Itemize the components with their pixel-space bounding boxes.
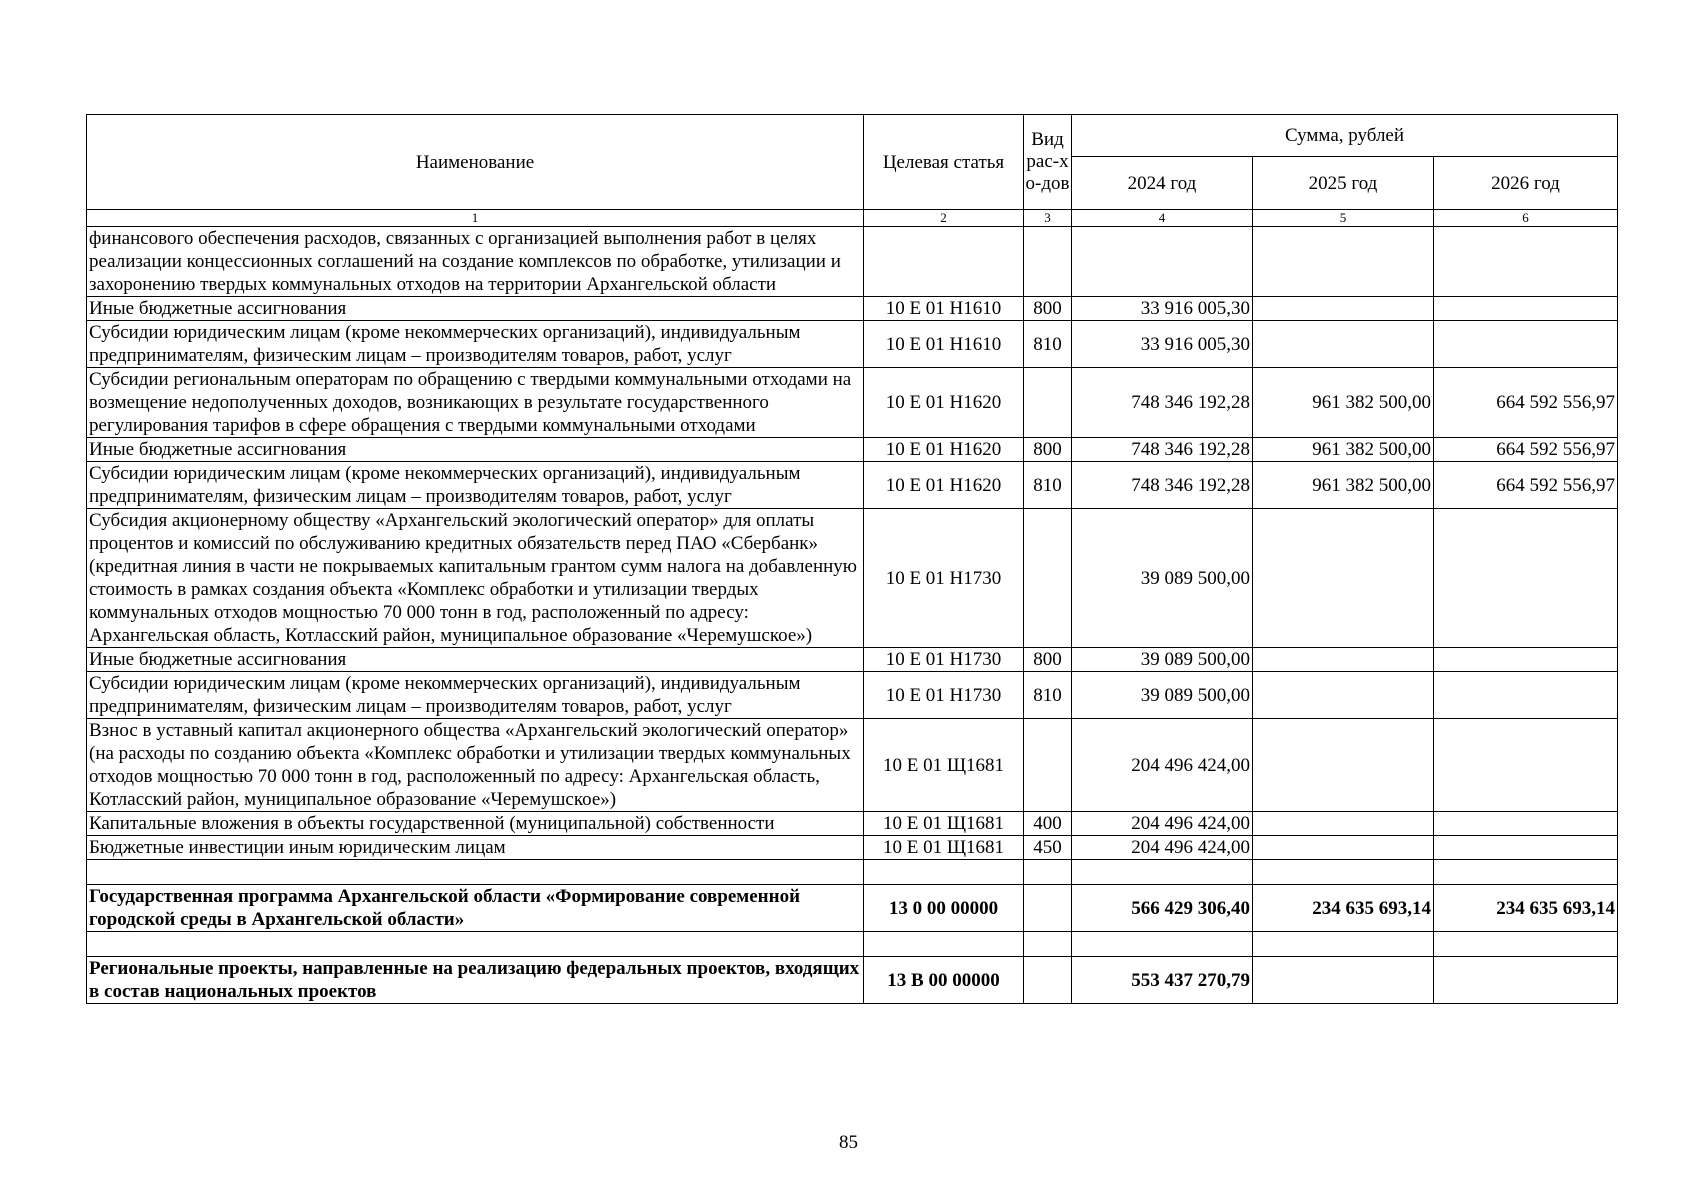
row-sum-2025 xyxy=(1253,672,1434,719)
row-sum-2024: 748 346 192,28 xyxy=(1072,462,1253,509)
table-row xyxy=(87,672,1618,719)
row-sum-2025 xyxy=(1253,957,1434,1004)
row-name: Бюджетные инвестиции иным юридическим лицам xyxy=(87,836,864,860)
row-name: Субсидии юридическим лицам (кроме некоммерческих организаций), индивидуальным предпринимателям, физическим лицам – производителям товаров, работ, услуг xyxy=(87,321,864,368)
row-expense-kind: 800 xyxy=(1024,438,1072,462)
row-target-article: 10 Е 01 Н1730 xyxy=(864,509,1024,648)
row-target-article: 10 Е 01 Н1620 xyxy=(864,368,1024,438)
column-number: 4 xyxy=(1072,210,1253,227)
table-row xyxy=(87,438,1618,462)
table-row xyxy=(87,648,1618,672)
row-name: Региональные проекты, направленные на реализацию федеральных проектов, входящих в состав национальных проектов xyxy=(87,957,864,1004)
row-sum-2026 xyxy=(1434,719,1618,812)
row-sum-2026: 664 592 556,97 xyxy=(1434,438,1618,462)
row-target-article: 13 В 00 00000 xyxy=(864,957,1024,1004)
row-name xyxy=(87,860,864,885)
table-row xyxy=(87,509,1618,648)
row-sum-2026: 234 635 693,14 xyxy=(1434,885,1618,932)
row-sum-2024: 566 429 306,40 xyxy=(1072,885,1253,932)
row-name: Субсидии региональным операторам по обращению с твердыми коммунальными отходами на возмещение недополученных доходов, возникающих в результате государственного регулирования тарифов в сфере обращения с твердыми коммунальными отходами xyxy=(87,368,864,438)
row-sum-2024: 39 089 500,00 xyxy=(1072,648,1253,672)
table-row xyxy=(87,227,1618,297)
row-sum-2026 xyxy=(1434,860,1618,885)
row-sum-2026 xyxy=(1434,297,1618,321)
row-name xyxy=(87,932,864,957)
row-target-article: 10 Е 01 Н1730 xyxy=(864,672,1024,719)
table-row-spacer xyxy=(87,932,1618,957)
row-sum-2024 xyxy=(1072,932,1253,957)
row-sum-2026 xyxy=(1434,836,1618,860)
budget-table xyxy=(86,114,1618,1004)
table-row xyxy=(87,836,1618,860)
row-target-article xyxy=(864,860,1024,885)
header-name: Наименование xyxy=(87,115,864,210)
row-target-article: 10 Е 01 Щ1681 xyxy=(864,836,1024,860)
row-sum-2026 xyxy=(1434,812,1618,836)
row-sum-2025 xyxy=(1253,836,1434,860)
row-name: Иные бюджетные ассигнования xyxy=(87,297,864,321)
header-target-article: Целевая статья xyxy=(864,115,1024,210)
row-sum-2026: 664 592 556,97 xyxy=(1434,462,1618,509)
row-expense-kind xyxy=(1024,885,1072,932)
row-sum-2026: 664 592 556,97 xyxy=(1434,368,1618,438)
row-name: Взнос в уставный капитал акционерного общества «Архангельский экологический оператор» (на расходы по созданию объекта «Комплекс обработки и утилизации твердых коммунальных отходов мощностью 70 000 тонн в год, расположенный по адресу: Архангельская область, Котласский район, муниципальное образование «Черемушское») xyxy=(87,719,864,812)
header-year-2024: 2024 год xyxy=(1072,157,1253,210)
header-year-2026: 2026 год xyxy=(1434,157,1618,210)
column-number: 1 xyxy=(87,210,864,227)
row-expense-kind: 810 xyxy=(1024,462,1072,509)
row-name: Иные бюджетные ассигнования xyxy=(87,438,864,462)
table-row xyxy=(87,297,1618,321)
table-row-regional-projects xyxy=(87,957,1618,1004)
table-row xyxy=(87,368,1618,438)
row-expense-kind: 400 xyxy=(1024,812,1072,836)
table-row xyxy=(87,321,1618,368)
row-sum-2025 xyxy=(1253,509,1434,648)
row-sum-2026 xyxy=(1434,509,1618,648)
row-sum-2024: 39 089 500,00 xyxy=(1072,672,1253,719)
row-name: Государственная программа Архангельской области «Формирование современной городской среды в Архангельской области» xyxy=(87,885,864,932)
column-number: 6 xyxy=(1434,210,1618,227)
table-row xyxy=(87,719,1618,812)
row-expense-kind: 800 xyxy=(1024,297,1072,321)
row-expense-kind xyxy=(1024,509,1072,648)
row-expense-kind xyxy=(1024,860,1072,885)
row-expense-kind xyxy=(1024,719,1072,812)
row-name: Субсидии юридическим лицам (кроме некоммерческих организаций), индивидуальным предпринимателям, физическим лицам – производителям товаров, работ, услуг xyxy=(87,462,864,509)
row-sum-2025 xyxy=(1253,321,1434,368)
row-sum-2025: 961 382 500,00 xyxy=(1253,438,1434,462)
row-sum-2024: 748 346 192,28 xyxy=(1072,368,1253,438)
row-sum-2026 xyxy=(1434,227,1618,297)
table-row xyxy=(87,812,1618,836)
row-sum-2025 xyxy=(1253,932,1434,957)
row-sum-2025 xyxy=(1253,227,1434,297)
row-target-article: 10 Е 01 Н1730 xyxy=(864,648,1024,672)
page-number: 85 xyxy=(839,1132,858,1153)
row-expense-kind xyxy=(1024,368,1072,438)
row-sum-2024: 39 089 500,00 xyxy=(1072,509,1253,648)
table-row-program xyxy=(87,885,1618,932)
row-sum-2024: 33 916 005,30 xyxy=(1072,297,1253,321)
row-sum-2025 xyxy=(1253,719,1434,812)
row-sum-2025 xyxy=(1253,648,1434,672)
row-expense-kind: 800 xyxy=(1024,648,1072,672)
row-target-article: 10 Е 01 Н1610 xyxy=(864,321,1024,368)
row-target-article: 10 Е 01 Н1620 xyxy=(864,462,1024,509)
row-expense-kind: 810 xyxy=(1024,672,1072,719)
row-sum-2025 xyxy=(1253,297,1434,321)
row-sum-2024: 204 496 424,00 xyxy=(1072,719,1253,812)
row-sum-2025 xyxy=(1253,812,1434,836)
row-target-article xyxy=(864,227,1024,297)
row-sum-2024: 204 496 424,00 xyxy=(1072,836,1253,860)
table-row xyxy=(87,462,1618,509)
row-expense-kind xyxy=(1024,227,1072,297)
row-target-article: 10 Е 01 Н1620 xyxy=(864,438,1024,462)
column-number-row xyxy=(87,210,1618,227)
header-sum: Сумма, рублей xyxy=(1072,115,1618,157)
row-expense-kind xyxy=(1024,932,1072,957)
row-target-article xyxy=(864,932,1024,957)
row-sum-2026 xyxy=(1434,321,1618,368)
row-target-article: 10 Е 01 Щ1681 xyxy=(864,812,1024,836)
row-sum-2024: 33 916 005,30 xyxy=(1072,321,1253,368)
row-name: финансового обеспечения расходов, связанных с организацией выполнения работ в целях реализации концессионных соглашений на создание комплексов по обработке, утилизации и захоронению твердых коммунальных отходов на территории Архангельской области xyxy=(87,227,864,297)
header-year-2025: 2025 год xyxy=(1253,157,1434,210)
row-target-article: 10 Е 01 Н1610 xyxy=(864,297,1024,321)
row-sum-2026 xyxy=(1434,932,1618,957)
row-name: Субсидии юридическим лицам (кроме некоммерческих организаций), индивидуальным предпринимателям, физическим лицам – производителям товаров, работ, услуг xyxy=(87,672,864,719)
column-number: 2 xyxy=(864,210,1024,227)
row-sum-2025: 961 382 500,00 xyxy=(1253,462,1434,509)
row-sum-2026 xyxy=(1434,672,1618,719)
row-expense-kind: 450 xyxy=(1024,836,1072,860)
row-sum-2026 xyxy=(1434,957,1618,1004)
row-sum-2024: 748 346 192,28 xyxy=(1072,438,1253,462)
row-name: Иные бюджетные ассигнования xyxy=(87,648,864,672)
row-name: Субсидия акционерному обществу «Архангельский экологический оператор» для оплаты процентов и комиссий по обслуживанию кредитных обязательств перед ПАО «Сбербанк» (кредитная линия в части не покрываемых капитальным грантом сумм налога на добавленную стоимость в рамках создания объекта «Комплекс обработки и утилизации твердых коммунальных отходов мощностью 70 000 тонн в год, расположенный по адресу: Архангельская область, Котласский район, муниципальное образование «Черемушское») xyxy=(87,509,864,648)
row-target-article: 13 0 00 00000 xyxy=(864,885,1024,932)
column-number: 5 xyxy=(1253,210,1434,227)
row-target-article: 10 Е 01 Щ1681 xyxy=(864,719,1024,812)
header-expense-kind: Вид рас-хо-дов xyxy=(1024,115,1072,210)
row-sum-2025 xyxy=(1253,860,1434,885)
row-sum-2025: 234 635 693,14 xyxy=(1253,885,1434,932)
row-expense-kind xyxy=(1024,957,1072,1004)
row-sum-2024: 553 437 270,79 xyxy=(1072,957,1253,1004)
row-expense-kind: 810 xyxy=(1024,321,1072,368)
table-row-spacer xyxy=(87,860,1618,885)
column-number: 3 xyxy=(1024,210,1072,227)
row-sum-2024 xyxy=(1072,860,1253,885)
row-sum-2024: 204 496 424,00 xyxy=(1072,812,1253,836)
row-name: Капитальные вложения в объекты государственной (муниципальной) собственности xyxy=(87,812,864,836)
row-sum-2025: 961 382 500,00 xyxy=(1253,368,1434,438)
row-sum-2026 xyxy=(1434,648,1618,672)
row-sum-2024 xyxy=(1072,227,1253,297)
